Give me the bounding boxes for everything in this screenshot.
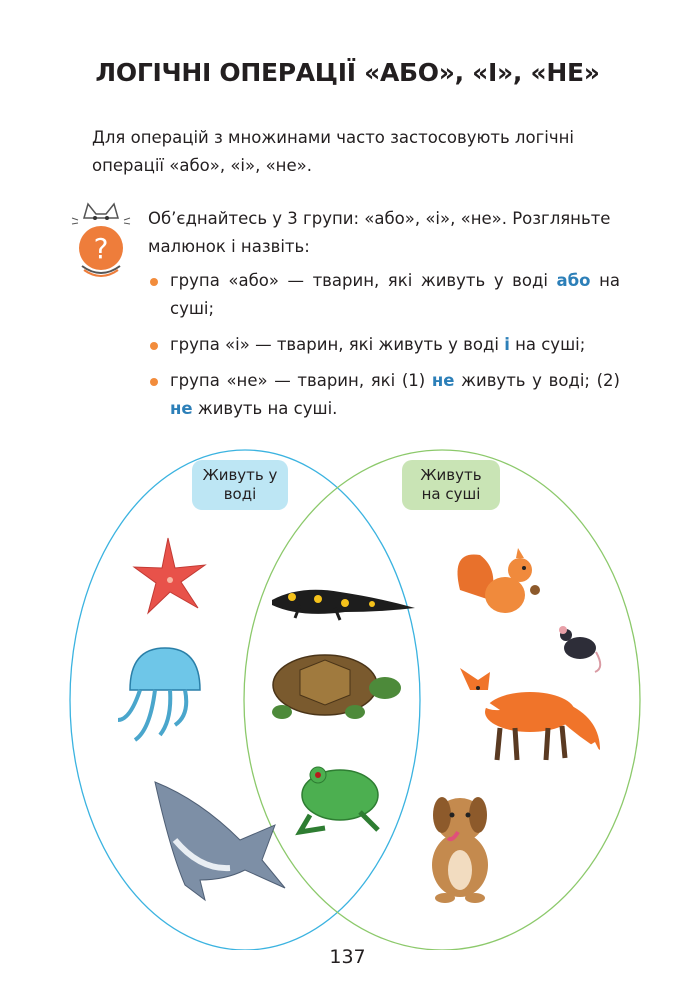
page-title: ЛОГІЧНІ ОПЕРАЦІЇ «АБО», «І», «НЕ» [95,58,600,87]
list-item: група «або» — тварин, які живуть у воді або на суші; [148,267,620,323]
turtle-icon [272,655,401,719]
task-line-1: Об’єднайтесь у 3 групи: «або», «і», «не». Розгляньте [148,209,611,228]
shark-icon [155,782,285,900]
intro-line-2: операції «або», «і», «не». [92,156,312,175]
mouse-icon [559,626,600,672]
list-item: група «не» — тварин, які (1) не живуть у воді; (2) не живуть на суші. [148,367,620,423]
question-cat-icon [70,200,132,280]
water-set-label: Живуть у воді [192,460,288,510]
list-item: група «і» — тварин, які живуть у воді і на суші; [148,331,620,359]
land-set-label: Живуть на суші [402,460,500,510]
bullet-icon [150,378,158,386]
task-line-2: малюнок і назвіть: [148,237,310,256]
bullet-icon [150,278,158,286]
fox-icon [460,668,600,760]
squirrel-icon [458,548,541,613]
intro-paragraph [92,124,620,180]
salamander-icon [272,590,415,620]
page-number: 137 [329,946,366,968]
svg-text:?: ? [93,232,109,265]
jellyfish-icon [118,648,200,740]
intro-line-1: Для операцій з множинами часто застосовують логічні [92,128,574,147]
bullet-icon [150,342,158,350]
task-block [148,205,620,431]
venn-diagram [0,430,695,950]
frog-icon [300,767,378,832]
task-list [148,267,620,423]
dog-icon [432,797,488,903]
starfish-icon [134,538,205,613]
